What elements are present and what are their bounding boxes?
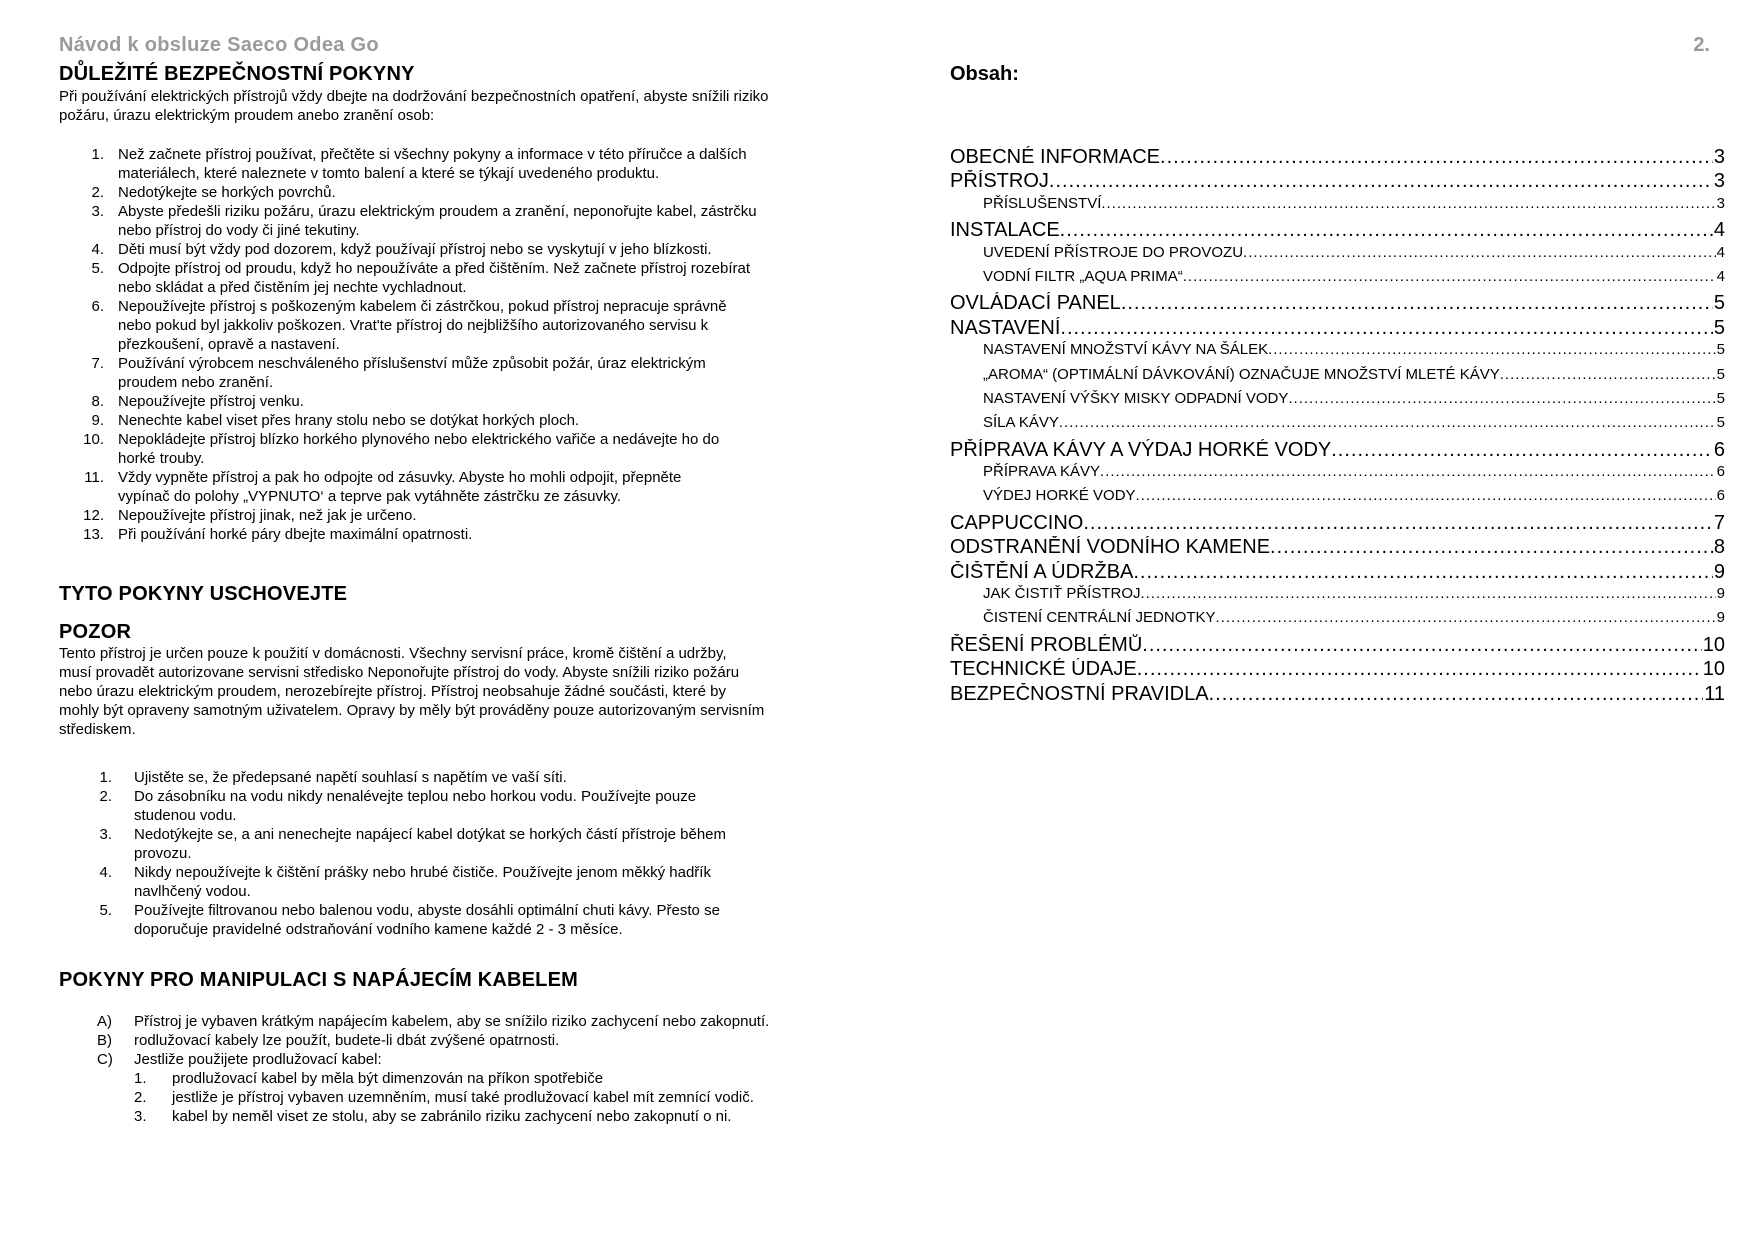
list-item-text: Nepokládejte přístroj blízko horkého plynového nebo elektrického vařiče a nedávejte ho do: [118, 431, 720, 448]
toc-entry: [950, 683, 1725, 707]
list-item-text: Nenechte kabel viset přes hrany stolu nebo se dotýkat horkých ploch.: [118, 412, 580, 429]
list-item: [59, 430, 859, 468]
list-item-number: C): [97, 1051, 113, 1068]
caution-paragraph-line: Tento přístroj je určen pouze k použití v domácnosti. Všechny servisní práce, kromě čištění a udržby,: [59, 645, 727, 662]
list-item-number: 12.: [83, 507, 104, 524]
list-item-number: 1.: [99, 769, 112, 786]
list-item: [59, 240, 859, 259]
toc-dot-leader: [1142, 634, 1701, 657]
cable-list: [59, 1012, 859, 1069]
toc-dot-leader: [1060, 317, 1712, 340]
list-item: [59, 1031, 859, 1050]
caution-paragraph-line: musí provadět autorizovane servisni středisko Neponořujte přístroj do vody. Abyste snížili riziko požáru: [59, 664, 740, 681]
list-item-text: vypínač do polohy „VYPNUTO‘ a teprve pak vytáhněte zástrčku ze zásuvky.: [118, 488, 622, 505]
caution-paragraph-line: nebo úrazu elektrickým proudem, nerozebírejte přístroj. Přístroj neobsahuje žádné součásti, které by: [59, 683, 727, 700]
list-item-number: 9.: [91, 412, 104, 429]
safety-intro: [59, 87, 859, 125]
toc-dot-leader: [1133, 561, 1713, 584]
toc-entry-label: JAK ČISTIŤ PŘÍSTROJ: [983, 585, 1141, 603]
list-item-number: 3.: [99, 826, 112, 843]
toc-entry-page: 4: [1716, 267, 1725, 285]
toc-dot-leader: [1331, 439, 1713, 462]
list-item-number: 2.: [91, 184, 104, 201]
toc-dot-leader: [1060, 219, 1713, 242]
toc-entry-page: 3: [1713, 170, 1725, 193]
list-item: [59, 354, 859, 392]
toc-entry-label: NASTAVENÍ VÝŠKY MISKY ODPADNÍ VODY: [983, 389, 1289, 407]
list-item-text: Přístroj je vybaven krátkým napájecím kabelem, aby se snížilo riziko zachycení nebo zakopnutí.: [134, 1013, 770, 1030]
list-item-text: materiálech, které naleznete v tomto balení a které se týkají uvedeného produktu.: [118, 165, 660, 182]
toc-entry: [950, 658, 1725, 682]
toc-entry-page: 9: [1716, 609, 1725, 627]
toc-entry-label: NASTAVENÍ: [950, 316, 1061, 339]
toc-entry-page: 9: [1716, 585, 1725, 603]
list-item-number: 8.: [91, 393, 104, 410]
toc-entry-label: SÍLA KÁVY: [983, 414, 1059, 432]
toc-entry: [950, 317, 1725, 341]
toc-entry-page: 6: [1713, 438, 1725, 461]
keep-heading: TYTO POKYNY USCHOVEJTE: [59, 583, 348, 605]
toc-entry: [950, 512, 1725, 536]
toc-entry-label: CAPPUCCINO: [950, 511, 1084, 534]
safety-intro-line: požáru, úrazu elektrickým proudem anebo zranění osob:: [59, 107, 435, 124]
list-item-text: přezkoušení, opravě a nastavení.: [118, 336, 340, 353]
toc-entry: [950, 487, 1725, 511]
list-item-text: Nepoužívejte přístroj venku.: [118, 393, 304, 410]
toc-dot-leader: [1101, 195, 1715, 212]
list-item-number: 1.: [134, 1070, 147, 1087]
toc-entry-page: 3: [1713, 146, 1725, 168]
list-item-number: 5.: [99, 902, 112, 919]
toc-dot-leader: [1270, 536, 1713, 559]
toc-entry: [950, 634, 1725, 658]
toc-entry-label: TECHNICKÉ ÚDAJE: [950, 658, 1137, 681]
toc-entry-label: INSTALACE: [950, 219, 1060, 242]
toc-entry: [950, 366, 1725, 390]
toc-entry-page: 8: [1713, 536, 1725, 559]
toc-entry-label: ODSTRANĚNÍ VODNÍHO KAMENE: [950, 536, 1271, 559]
list-item: [59, 768, 859, 787]
list-item-text: proudem nebo zranění.: [118, 374, 274, 391]
toc-entry: [950, 268, 1725, 292]
list-item-text: Do zásobníku na vodu nikdy nenalévejte teplou nebo horkou vodu. Používejte pouze: [134, 788, 697, 805]
caution-paragraph-line: střediskem.: [59, 721, 136, 738]
toc-title: Obsah:: [950, 63, 1019, 85]
toc-entry-label: OBECNÉ INFORMACE: [950, 146, 1161, 168]
list-item-text: navlhčený vodou.: [134, 883, 251, 900]
toc-dot-leader: [1049, 170, 1713, 193]
toc-entry-page: 4: [1713, 219, 1725, 242]
list-item-text: kabel by neměl viset ze stolu, aby se zabránilo riziku zachycení nebo zakopnutí o ni.: [172, 1108, 732, 1125]
list-item: [59, 506, 859, 525]
list-item-number: B): [97, 1032, 112, 1049]
list-item-text: Odpojte přístroj od proudu, když ho nepoužíváte a před čištěním. Než začnete přístroj rozebírat: [118, 260, 750, 277]
list-item-text: Než začnete přístroj používat, přečtěte si všechny pokyny a informace v této příručce a dalších: [118, 146, 747, 163]
list-item: [59, 259, 859, 297]
toc-dot-leader: [1141, 585, 1716, 602]
safety-list: [59, 145, 859, 544]
list-item-number: 6.: [91, 298, 104, 315]
list-item: [59, 1069, 859, 1088]
toc-entry: [950, 536, 1725, 560]
toc-dot-leader: [1136, 487, 1716, 504]
toc-entry: [950, 390, 1725, 414]
toc-entry: [950, 170, 1725, 194]
toc-dot-leader: [1160, 146, 1713, 169]
list-item: [59, 468, 859, 506]
caution-list: [59, 768, 859, 939]
list-item: [59, 825, 859, 863]
list-item-text: Abyste předešli riziku požáru, úrazu elektrickým proudem a zranění, neponořujte kabel, zástrčku: [118, 203, 757, 220]
list-item-text: Nikdy nepoužívejte k čištění prášky nebo hrubé čističe. Používejte jenom měkký hadřík: [134, 864, 711, 881]
toc-entry: [950, 561, 1725, 585]
toc-entry-page: 5: [1713, 292, 1725, 315]
list-item: [59, 525, 859, 544]
toc-entry-page: 5: [1716, 365, 1725, 383]
toc-entry: [950, 244, 1725, 268]
toc-dot-leader: [1183, 268, 1716, 285]
toc-entry-label: ČISTENÍ CENTRÁLNÍ JEDNOTKY: [983, 609, 1216, 627]
list-item: [59, 863, 859, 901]
toc-entry: [950, 585, 1725, 609]
caution-paragraph: [59, 644, 859, 739]
toc-dot-leader: [1216, 609, 1716, 626]
toc-entry: [950, 292, 1725, 316]
toc-entry-page: 10: [1702, 633, 1725, 656]
toc-entry-label: „AROMA“ (OPTIMÁLNÍ DÁVKOVÁNÍ) OZNAČUJE MNOŽSTVÍ MLETÉ KÁVY: [983, 365, 1500, 383]
toc-entry: [950, 219, 1725, 243]
list-item-text: jestliže je přístroj vybaven uzemněním, musí také prodlužovací kabel mít zemnící vodič.: [172, 1089, 754, 1106]
toc-entry-label: OVLÁDACÍ PANEL: [950, 292, 1121, 315]
toc-entry-label: PŘÍSTROJ: [950, 170, 1049, 193]
toc-dot-leader: [1100, 463, 1716, 480]
list-item-text: prodlužovací kabel by měla být dimenzován na příkon spotřebiče: [172, 1070, 604, 1087]
list-item: [59, 392, 859, 411]
toc-entry-label: NASTAVENÍ MNOŽSTVÍ KÁVY NA ŠÁLEK: [983, 341, 1269, 359]
list-item-number: A): [97, 1013, 112, 1030]
list-item: [59, 1107, 859, 1126]
list-item-number: 3.: [91, 203, 104, 220]
list-item-text: Při používání horké páry dbejte maximální opatrnosti.: [118, 526, 473, 543]
list-item: [59, 1012, 859, 1031]
toc-entry-page: 5: [1713, 316, 1725, 339]
running-title: Návod k obsluze Saeco Odea Go: [59, 34, 379, 56]
page-number: 2.: [1693, 34, 1710, 56]
toc-dot-leader: [1083, 512, 1713, 535]
toc-dot-leader: [1209, 683, 1704, 706]
list-item-text: Ujistěte se, že předepsané napětí souhlasí s napětím ve vaší síti.: [134, 769, 567, 786]
toc-entry-page: 7: [1713, 511, 1725, 534]
toc-entry-page: 4: [1716, 243, 1725, 261]
list-item-text: rodlužovací kabely lze použít, budete-li dbát zvýšené opatrnosti.: [134, 1032, 560, 1049]
toc-entry: [950, 195, 1725, 219]
list-item: [59, 202, 859, 240]
list-item-text: Jestliže použijete prodlužovací kabel:: [134, 1051, 382, 1068]
list-item-text: Vždy vypněte přístroj a pak ho odpojte od zásuvky. Abyste ho mohli odpojit, přepněte: [118, 469, 682, 486]
cable-sublist: [59, 1069, 859, 1126]
cable-heading: POKYNY PRO MANIPULACI S NAPÁJECÍM KABELEM: [59, 969, 578, 991]
list-item-text: horké trouby.: [118, 450, 205, 467]
list-item-number: 7.: [91, 355, 104, 372]
toc-dot-leader: [1121, 292, 1713, 315]
list-item: [59, 183, 859, 202]
list-item-number: 5.: [91, 260, 104, 277]
toc-entry-label: ŘEŠENÍ PROBLÉMŮ: [950, 633, 1143, 656]
safety-heading: DŮLEŽITÉ BEZPEČNOSTNÍ POKYNY: [59, 63, 415, 85]
list-item-number: 11.: [84, 469, 104, 486]
toc-entry-label: PŘÍPRAVA KÁVY: [983, 463, 1100, 481]
toc-dot-leader: [1288, 390, 1715, 407]
list-item-number: 13.: [83, 526, 104, 543]
list-item-text: Používání výrobcem neschváleného příslušenství může způsobit požár, úraz elektrickým: [118, 355, 706, 372]
safety-intro-line: Při používání elektrických přístrojů vždy dbejte na dodržování bezpečnostních opatření, abyste snížili riziko: [59, 88, 769, 105]
list-item-text: nebo přístroj do vody či jiné tekutiny.: [118, 222, 360, 239]
toc-entry: [950, 439, 1725, 463]
list-item-text: provozu.: [134, 845, 192, 862]
list-item-text: Nepoužívejte přístroj jinak, než jak je určeno.: [118, 507, 417, 524]
toc-entry: [950, 146, 1725, 170]
toc-entry: [950, 609, 1725, 633]
list-item-text: Nepoužívejte přístroj s poškozeným kabelem či zástrčkou, pokud přístroj nepracuje správně: [118, 298, 727, 315]
toc-entry: [950, 463, 1725, 487]
toc-dot-leader: [1268, 341, 1716, 358]
toc-entry-label: PŘÍPRAVA KÁVY A VÝDAJ HORKÉ VODY: [950, 438, 1332, 461]
toc-entry-label: VÝDEJ HORKÉ VODY: [983, 487, 1136, 505]
list-item-number: 4.: [91, 241, 104, 258]
list-item-text: Nedotýkejte se, a ani nenechejte napájecí kabel dotýkat se horkých částí přístroje během: [134, 826, 727, 843]
list-item-number: 2.: [134, 1089, 147, 1106]
toc-dot-leader: [1137, 658, 1702, 681]
caution-heading: POZOR: [59, 621, 132, 643]
list-item-text: nebo pokud byl jakkoliv poškozen. Vrat'te přístroj do nejbližšího autorizovaného servisu k: [118, 317, 709, 334]
list-item-number: 1.: [91, 146, 104, 163]
list-item-text: doporučuje pravidelné odstraňování vodního kamene každé 2 - 3 měsíce.: [134, 921, 623, 938]
toc-dot-leader: [1243, 244, 1716, 261]
toc-entry-page: 6: [1716, 487, 1725, 505]
toc-entry-label: ČIŠTĚNÍ A ÚDRŽBA: [950, 560, 1134, 583]
list-item-text: Používejte filtrovanou nebo balenou vodu, abyste dosáhli optimální chuti kávy. Přesto se: [134, 902, 720, 919]
list-item: [59, 1050, 859, 1069]
list-item-number: 3.: [134, 1108, 147, 1125]
list-item: [59, 1088, 859, 1107]
toc-entry-label: UVEDENÍ PŘÍSTROJE DO PROVOZU: [983, 243, 1244, 261]
toc-entry-page: 3: [1716, 194, 1725, 212]
toc-entry-page: 10: [1702, 658, 1725, 681]
caution-paragraph-line: mohly být opraveny samotným uživatelem. Opravy by měly být prováděny pouze autorizovaným servisním: [59, 702, 765, 719]
list-item: [59, 411, 859, 430]
table-of-contents: [950, 146, 1725, 707]
toc-entry: [950, 414, 1725, 438]
list-item: [59, 787, 859, 825]
toc-entry-label: VODNÍ FILTR „AQUA PRIMA“: [983, 267, 1183, 285]
list-item-number: 4.: [99, 864, 112, 881]
list-item: [59, 297, 859, 354]
list-item-text: studenou vodu.: [134, 807, 237, 824]
list-item-text: nebo skládat a před čistěním jej nechte vychladnout.: [118, 279, 467, 296]
toc-entry-page: 6: [1716, 463, 1725, 481]
toc-entry-page: 11: [1704, 682, 1725, 705]
list-item-number: 10.: [83, 431, 104, 448]
list-item-text: Nedotýkejte se horkých povrchů.: [118, 184, 336, 201]
toc-entry-label: PŘÍSLUŠENSTVÍ: [983, 194, 1102, 212]
list-item: [59, 145, 859, 183]
toc-entry: [950, 341, 1725, 365]
left-column: [59, 62, 859, 1126]
toc-entry-page: 5: [1716, 389, 1725, 407]
list-item-number: 2.: [99, 788, 112, 805]
toc-entry-page: 5: [1716, 414, 1725, 432]
toc-entry-page: 9: [1713, 560, 1725, 583]
toc-dot-leader: [1500, 366, 1716, 383]
toc-dot-leader: [1059, 414, 1716, 431]
list-item-text: Děti musí být vždy pod dozorem, když používají přístroj nebo se vyskytují v jeho blízkosti.: [118, 241, 712, 258]
toc-entry-page: 5: [1716, 341, 1725, 359]
list-item: [59, 901, 859, 939]
right-column: [950, 62, 1725, 707]
toc-entry-label: BEZPEČNOSTNÍ PRAVIDLA: [950, 682, 1209, 705]
